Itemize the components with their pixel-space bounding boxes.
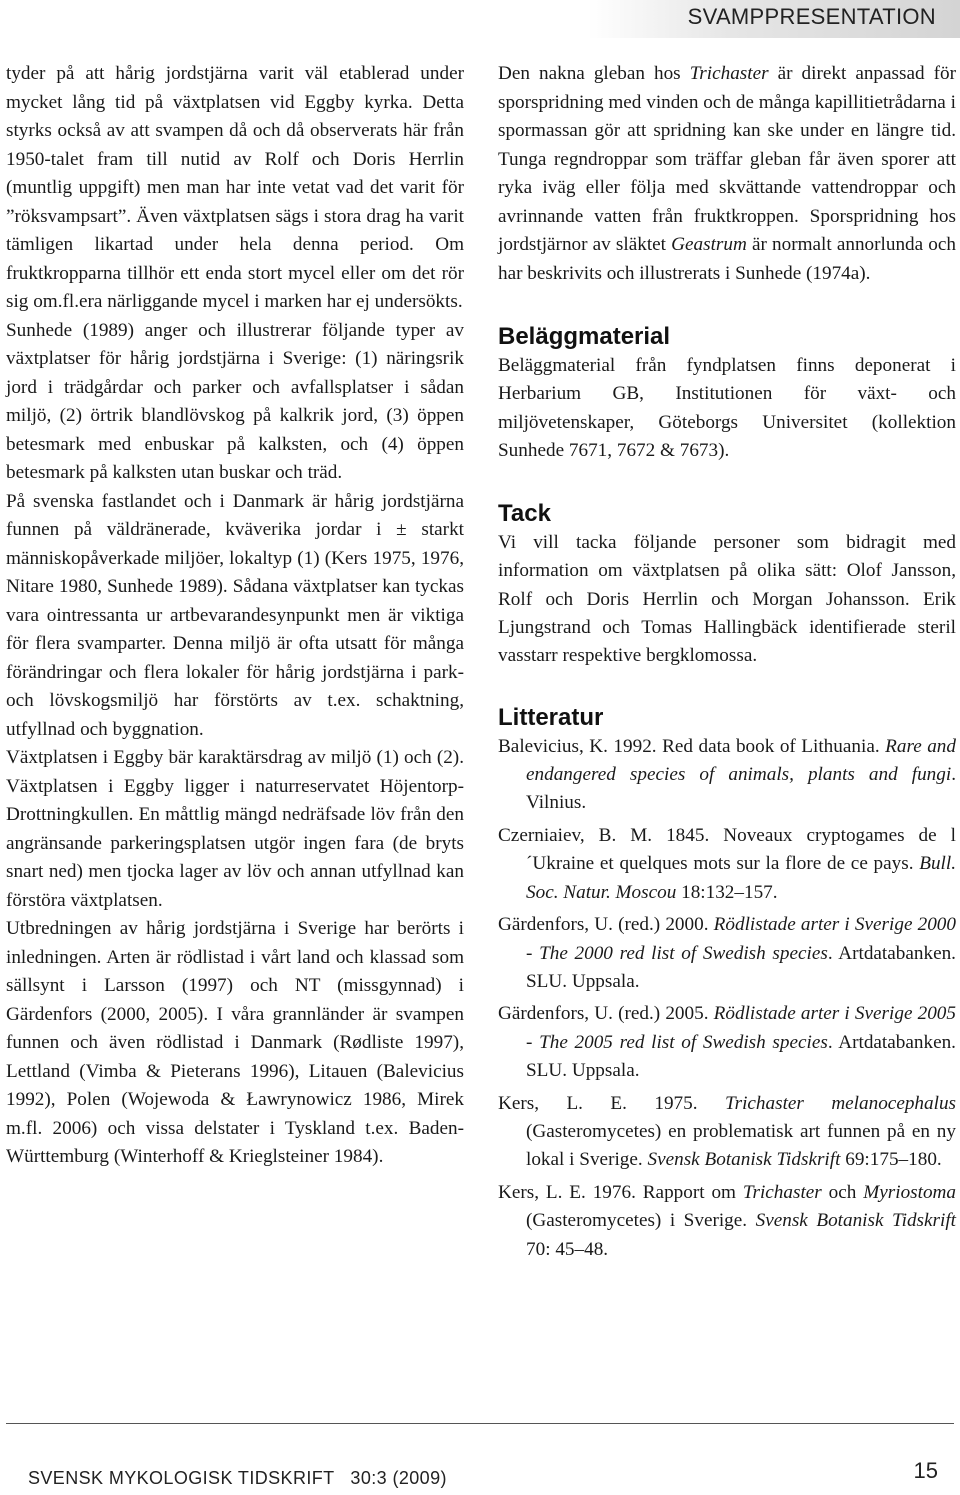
ref-text: Gärdenfors, U. (red.) 2000. <box>498 914 714 936</box>
body-paragraph: Sunhede (1989) anger och illustrerar följande typer av växtplatser för hårig jordstjärna i Sverige: (1) näringsrik jord i trädgårdar och parker och avfallsplatser i sådan miljö, (2) örtrik blandlövskog på kalkrik jord, (3) öppen betesmark med enbuskar på kalksten, och (4) öppen betesmark på kalksten utan buskar och träd. <box>6 319 464 483</box>
page-number: 15 <box>913 1458 938 1483</box>
footer-divider <box>6 1423 954 1424</box>
heading-literature: Litteratur <box>498 703 604 731</box>
reference-item <box>498 822 956 907</box>
ref-text: Kers, L. E. 1975. <box>498 1092 725 1114</box>
body-paragraph <box>498 60 956 288</box>
ref-italic: Myriostoma <box>863 1181 956 1203</box>
ref-text: . Artdatabanken. SLU. Uppsala. <box>526 1031 956 1082</box>
ref-italic: Rödlistade arter i Sverige 2005 - The 2005 red list of Swedish species <box>526 1003 956 1053</box>
ref-italic: Rare and endangered species of animals, plants and fungi <box>526 735 956 786</box>
ref-italic: Svensk Botanisk Tidskrift <box>755 1210 956 1232</box>
ref-italic: Trichaster melanocephalus <box>724 1092 957 1114</box>
tack-text: Vi vill tacka följande personer som bidragit med information om växtplatsen på olika sätt: Olof Jansson, Rolf och Doris Herrlin och Morgan Johansson. Erik Ljungstrand och Tomas Hallingbäck identifierade steril vasstarr respektive bergklomossa. <box>498 532 956 667</box>
ref-text: Kers, L. E. 1976. Rapport om <box>498 1181 743 1203</box>
reference-item <box>498 1090 956 1175</box>
text-run: Den nakna gleban hos <box>498 63 690 84</box>
ref-text: och <box>821 1181 864 1203</box>
ref-text: 70: 45–48. <box>526 1238 609 1260</box>
ref-text: Czerniaiev, B. M. 1845. Noveaux cryptogames de l´Ukraine et quelques mots sur la flore de ce pays. <box>498 824 956 875</box>
reference-item <box>498 1179 956 1264</box>
ref-text: Gärdenfors, U. (red.) 2005. <box>498 1003 714 1025</box>
italic-term: Trichaster <box>689 63 769 84</box>
footer-journal-title: SVENSK MYKOLOGISK TIDSKRIFT 30:3 (2009) <box>28 1468 447 1488</box>
ref-text: (Gasteromycetes) i Sverige. <box>526 1210 756 1232</box>
heading-tack: Tack <box>498 500 551 528</box>
section-label: SVAMPPRESENTATION <box>687 4 936 29</box>
ref-italic: Rödlistade arter i Sverige 2000 - The 2000 red list of Swedish species <box>526 914 956 964</box>
left-column <box>6 60 464 1172</box>
ref-text: . Artdatabanken. SLU. Uppsala. <box>526 942 956 992</box>
ref-text: 18:132–157. <box>676 881 778 903</box>
body-paragraph: Utbredningen av hårig jordstjärna i Sverige har berörts i inledningen. Arten är rödlistad i vårt land och klassad som sällsynt i Larsson (1997) och NT (missgynnad) i Gärdenfors (2000, 2005). I våra grannländer är svampen funnen och även rödlistad i Danmark (Rødliste 1997), Lettland (Vimba & Pieterans 1996), Litauen (Balevicius 1992), Polen (Wojewoda & Ławrynowicz 1986, Mirek m.fl. 2006) och vissa delstater i Tyskland t.ex. Baden-Württemburg (Winterhoff & Krieglsteiner 1984). <box>6 918 464 1167</box>
ref-text: 69:175–180. <box>840 1149 942 1171</box>
ref-text: (Gasteromycetes) en problematisk art funnen på en ny lokal i Sverige. <box>526 1120 956 1171</box>
body-paragraph: Växtplatsen i Eggby bär karaktärsdrag av miljö (1) och (2). Växtplatsen i Eggby ligger i naturreservatet Höjentorp-Drottningkullen. En måttlig mängd nedräfsade löv från den angränsande parkeringsplatsen utgör ingen fara (de bryts snart ned) men tjocka lager av löv och annan utfyllnad kan förstöra växtplatsen. <box>6 747 464 911</box>
ref-text: Balevicius, K. 1992. Red data book of Lithuania. <box>498 735 886 757</box>
body-paragraph: tyder på att hårig jordstjärna varit väl etablerad under mycket lång tid på växtplatsen vid Eggby kyrka. Detta styrks också av att svampen då och då observerats här från 1950-talet fram till nutid av Rolf och Doris Herrlin (muntlig uppgift) men man har inte vetat vad det varit för ”röksvampsart”. Även växtplatsen sägs i stora drag ha varit tämligen likartad under hela denna period. Om fruktkropparna tillhör ett enda stort mycel eller om det rör sig om.fl.era närliggande mycel i marken har ej undersökts. <box>6 63 464 312</box>
reference-item <box>498 1000 956 1085</box>
reference-item <box>498 733 956 818</box>
italic-term: Geastrum <box>671 234 747 255</box>
text-run: är normalt annorlunda och har beskrivits och illustrerats i Sunhede (1974a). <box>498 234 956 284</box>
material-text: Beläggmaterial från fyndplatsen finns deponerat i Herbarium GB, Institutionen för växt- och miljövetenskaper, Göteborgs Universitet (kollektion Sunhede 7671, 7672 & 7673). <box>498 355 956 461</box>
heading-material: Beläggmaterial <box>498 323 671 350</box>
text-run: är direkt anpassad för sporspridning med vinden och de många kapillitietrådarna i spormassan gör att spridning kan ske under en längre tid. Tunga regndroppar som träffar gleban får även sporer att ryka iväg eller följa med skvättande vattendroppar och avrinnande vatten från fruktkroppen. Sporspridning hos jordstjärnor av släktet <box>498 63 956 255</box>
ref-text: . Vilnius. <box>526 764 956 814</box>
ref-italic: Svensk Botanisk Tidskrift <box>647 1149 841 1171</box>
reference-item <box>498 911 956 996</box>
right-column <box>498 60 956 1264</box>
body-paragraph: På svenska fastlandet och i Danmark är hårig jordstjärna funnen på väldränerade, kväverika jordar i ± starkt människopåverkade miljöer, lokaltyp (1) (Kers 1975, 1976, Nitare 1980, Sunhede 1989). Sådana växtplatser kan tyckas vara ointressanta ur artbevarandesynpunkt men är viktiga för flera svamparter. Denna miljö är ofta utsatt för många förändringar och flera lokaler för hårig jordstjärna i park- och lövskogsmiljö har förstörts av t.ex. schaktning, utfyllnad och byggnation. <box>6 490 464 740</box>
ref-italic: Trichaster <box>742 1181 822 1203</box>
ref-italic: Bull. Soc. Natur. Moscou <box>526 853 956 903</box>
